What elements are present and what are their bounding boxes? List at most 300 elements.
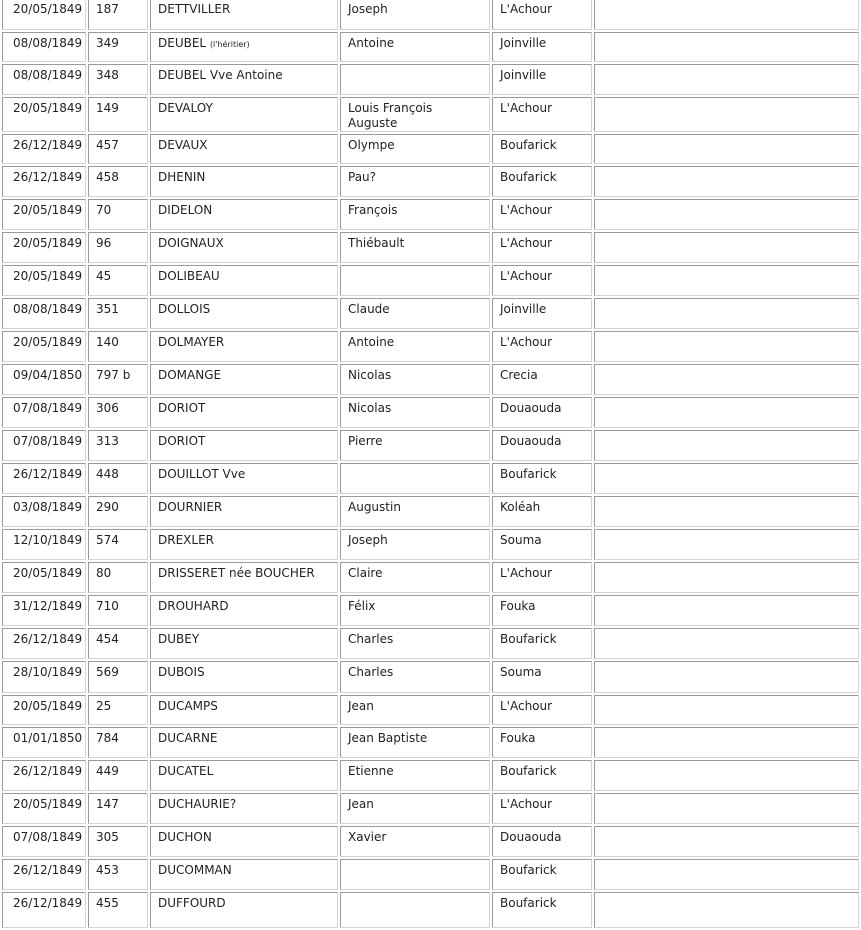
cell-number [88,628,148,659]
cell-date-text: 20/05/1849 [13,566,83,580]
cell-surname-text: DOUILLOT Vve [158,467,246,481]
cell-place [492,298,592,329]
cell-surname [150,695,338,725]
cell-date [2,331,86,362]
cell-surname-text: DOLIBEAU [158,269,220,283]
cell-note [594,32,859,62]
cell-date [2,859,86,890]
cell-place [492,892,592,928]
cell-place-text: Souma [500,665,542,679]
cell-surname [150,793,338,824]
table-row [2,463,859,494]
table-row [2,199,859,230]
cell-firstname [340,562,490,593]
table-row [2,166,859,197]
cell-date [2,826,86,857]
cell-firstname [340,265,490,296]
cell-number-text: 710 [96,599,119,613]
cell-date [2,727,86,758]
cell-date [2,0,86,30]
cell-surname [150,859,338,890]
cell-surname-text: DOLMAYER [158,335,225,349]
cell-place-text: Joinville [500,302,547,316]
cell-surname [150,727,338,758]
cell-number [88,529,148,560]
cell-number [88,397,148,428]
cell-date-text: 31/12/1849 [13,599,83,613]
cell-firstname [340,695,490,725]
cell-firstname [340,826,490,857]
cell-date [2,134,86,164]
cell-date [2,430,86,461]
cell-firstname [340,199,490,230]
cell-date [2,595,86,626]
cell-firstname-text: Augustin [348,500,401,514]
cell-date-text: 26/12/1849 [13,764,83,778]
cell-surname [150,97,338,132]
cell-surname [150,496,338,527]
cell-number [88,661,148,693]
cell-place-text: Boufarick [500,170,557,184]
cell-date [2,364,86,395]
cell-date [2,760,86,791]
cell-note [594,562,859,593]
cell-number [88,793,148,824]
cell-number-text: 453 [96,863,119,877]
cell-place [492,32,592,62]
cell-firstname [340,0,490,30]
cell-date-text: 26/12/1849 [13,632,83,646]
cell-firstname-text: Charles [348,665,394,679]
table-row [2,397,859,428]
cell-place [492,496,592,527]
cell-place-text: Douaouda [500,434,562,448]
cell-place [492,793,592,824]
cell-surname [150,134,338,164]
cell-firstname-text: Thiébault [348,236,405,250]
cell-number-text: 96 [96,236,112,250]
cell-place [492,199,592,230]
cell-place-text: Souma [500,533,542,547]
cell-place [492,760,592,791]
cell-number-text: 80 [96,566,112,580]
cell-firstname-text: Charles [348,632,394,646]
cell-surname [150,397,338,428]
table-row [2,859,859,890]
cell-date-text: 20/05/1849 [13,699,83,713]
cell-number-text: 455 [96,896,119,910]
cell-date [2,32,86,62]
cell-firstname-text: Jean [348,797,374,811]
cell-number-text: 305 [96,830,119,844]
cell-number [88,166,148,197]
table-row [2,97,859,132]
cell-firstname-text: Claude [348,302,390,316]
cell-date-text: 26/12/1849 [13,467,83,481]
cell-date [2,463,86,494]
cell-place [492,463,592,494]
table-row [2,695,859,725]
cell-place-text: Joinville [500,36,547,50]
table-row [2,331,859,362]
cell-date-text: 08/08/1849 [13,302,83,316]
cell-surname [150,64,338,95]
cell-date-text: 20/05/1849 [13,797,83,811]
cell-date-text: 20/05/1849 [13,236,83,250]
cell-firstname-text: Joseph [348,533,388,547]
cell-place-text: Boufarick [500,896,557,910]
table-row [2,529,859,560]
cell-place-text: L'Achour [500,335,553,349]
cell-date [2,97,86,132]
cell-number-text: 458 [96,170,119,184]
cell-surname-text: DOIGNAUX [158,236,224,250]
cell-surname-text: DEVALOY [158,101,213,115]
cell-place-text: L'Achour [500,203,553,217]
cell-firstname [340,595,490,626]
cell-place-text: Joinville [500,68,547,82]
cell-surname [150,430,338,461]
cell-note [594,397,859,428]
cell-surname-text: DOMANGE [158,368,222,382]
cell-place [492,529,592,560]
cell-date [2,793,86,824]
cell-firstname [340,859,490,890]
cell-number [88,727,148,758]
cell-place-text: Boufarick [500,138,557,152]
cell-surname-text: DEUBEL [158,36,207,50]
cell-place [492,265,592,296]
cell-surname [150,760,338,791]
cell-place [492,64,592,95]
cell-place-text: L'Achour [500,269,553,283]
cell-surname [150,562,338,593]
cell-number [88,364,148,395]
cell-date-text: 26/12/1849 [13,138,83,152]
cell-surname [150,529,338,560]
cell-surname [150,364,338,395]
table-row [2,496,859,527]
table-row [2,32,859,62]
cell-place [492,595,592,626]
cell-place-text: Crecia [500,368,538,382]
cell-number [88,265,148,296]
cell-firstname [340,32,490,62]
cell-date [2,232,86,263]
cell-surname [150,166,338,197]
cell-note [594,64,859,95]
cell-surname [150,595,338,626]
cell-surname-text: DUBOIS [158,665,205,679]
cell-firstname-text: Joseph [348,2,388,16]
cell-surname [150,463,338,494]
cell-surname-text: DREXLER [158,533,214,547]
cell-surname [150,331,338,362]
cell-place [492,0,592,30]
cell-place [492,166,592,197]
cell-place-text: Boufarick [500,764,557,778]
cell-date-text: 20/05/1849 [13,101,83,115]
cell-date-text: 08/08/1849 [13,36,83,50]
cell-place [492,859,592,890]
cell-surname-text: DETTVILLER [158,2,231,16]
cell-note [594,232,859,263]
cell-place-text: Boufarick [500,863,557,877]
cell-place-text: Boufarick [500,467,557,481]
cell-number-text: 457 [96,138,119,152]
cell-surname-text: DUCHON [158,830,212,844]
cell-place-text: L'Achour [500,236,553,250]
cell-number-text: 449 [96,764,119,778]
cell-place [492,695,592,725]
cell-note [594,97,859,132]
cell-number-text: 70 [96,203,112,217]
cell-date-text: 26/12/1849 [13,863,83,877]
cell-surname [150,199,338,230]
cell-number-text: 349 [96,36,119,50]
cell-firstname [340,529,490,560]
cell-firstname-text: Antoine [348,36,395,50]
cell-firstname-text: Antoine [348,335,395,349]
cell-number [88,859,148,890]
cell-note [594,166,859,197]
cell-firstname [340,463,490,494]
cell-firstname [340,134,490,164]
cell-note [594,134,859,164]
cell-surname-text: DUBEY [158,632,200,646]
cell-date-text: 20/05/1849 [13,335,83,349]
cell-firstname [340,727,490,758]
cell-place [492,562,592,593]
cell-date [2,397,86,428]
table-row [2,64,859,95]
cell-note [594,595,859,626]
cell-date [2,628,86,659]
cell-surname [150,0,338,30]
cell-date [2,562,86,593]
cell-note [594,661,859,693]
cell-surname-text: DUCARNE [158,731,218,745]
cell-surname [150,32,338,62]
cell-firstname-text: Louis François Auguste [348,101,433,130]
cell-date [2,529,86,560]
cell-note [594,826,859,857]
cell-firstname-text: Jean [348,699,374,713]
cell-number [88,595,148,626]
table-row [2,562,859,593]
cell-surname-text: DORIOT [158,401,206,415]
cell-firstname-text: Félix [348,599,376,613]
cell-firstname-text: Jean Baptiste [348,731,428,745]
cell-date-text: 08/08/1849 [13,68,83,82]
cell-date [2,199,86,230]
cell-surname [150,628,338,659]
cell-surname-text: DROUHARD [158,599,229,613]
table-row [2,727,859,758]
cell-number-text: 784 [96,731,119,745]
cell-number [88,298,148,329]
cell-place [492,727,592,758]
cell-number [88,331,148,362]
cell-firstname-text: Pierre [348,434,383,448]
cell-place [492,430,592,461]
cell-place-text: Douaouda [500,401,562,415]
cell-surname [150,265,338,296]
cell-firstname-text: Etienne [348,764,394,778]
cell-place [492,134,592,164]
cell-surname-text: DOLLOIS [158,302,211,316]
cell-surname-text: DUCAMPS [158,699,218,713]
cell-note [594,859,859,890]
cell-number [88,562,148,593]
cell-date [2,661,86,693]
table-row [2,661,859,693]
cell-surname-note: (l'héritier) [209,40,250,49]
table-row [2,793,859,824]
cell-number-text: 313 [96,434,119,448]
table-row [2,628,859,659]
cell-number-text: 187 [96,2,119,16]
cell-number [88,232,148,263]
cell-date [2,64,86,95]
cell-place-text: Douaouda [500,830,562,844]
cell-place-text: L'Achour [500,566,553,580]
cell-note [594,793,859,824]
cell-number [88,134,148,164]
cell-place [492,364,592,395]
cell-note [594,727,859,758]
cell-surname-text: DRISSERET née BOUCHER [158,566,315,580]
cell-date-text: 26/12/1849 [13,170,83,184]
cell-date-text: 20/05/1849 [13,203,83,217]
cell-firstname [340,64,490,95]
cell-place [492,661,592,693]
cell-firstname [340,232,490,263]
cell-surname-text: DEVAUX [158,138,208,152]
cell-firstname [340,892,490,928]
cell-date-text: 12/10/1849 [13,533,83,547]
cell-surname-text: DEUBEL Vve Antoine [158,68,283,82]
cell-surname-text: DOURNIER [158,500,223,514]
cell-number [88,695,148,725]
table-row [2,760,859,791]
cell-place-text: Fouka [500,599,536,613]
cell-date [2,892,86,928]
cell-place [492,826,592,857]
cell-number [88,496,148,527]
cell-note [594,496,859,527]
cell-note [594,298,859,329]
cell-surname [150,232,338,263]
cell-number [88,97,148,132]
cell-surname-text: DUCOMMAN [158,863,232,877]
table-row [2,892,859,928]
cell-place-text: Boufarick [500,632,557,646]
cell-firstname [340,661,490,693]
cell-note [594,364,859,395]
table-row [2,0,859,30]
register-body [2,0,859,928]
cell-date-text: 20/05/1849 [13,2,83,16]
table-row [2,826,859,857]
cell-note [594,331,859,362]
table-row [2,232,859,263]
cell-firstname-text: François [348,203,398,217]
cell-date [2,695,86,725]
cell-firstname-text: Nicolas [348,401,392,415]
cell-place [492,628,592,659]
cell-place-text: Fouka [500,731,536,745]
cell-surname [150,892,338,928]
cell-number [88,826,148,857]
cell-firstname [340,628,490,659]
cell-note [594,463,859,494]
cell-place-text: L'Achour [500,2,553,16]
cell-note [594,628,859,659]
cell-number [88,892,148,928]
cell-number [88,463,148,494]
table-row [2,595,859,626]
cell-firstname [340,331,490,362]
cell-number [88,430,148,461]
cell-surname [150,826,338,857]
cell-place [492,331,592,362]
cell-number-text: 351 [96,302,119,316]
cell-firstname-text: Olympe [348,138,395,152]
cell-number-text: 348 [96,68,119,82]
cell-date-text: 07/08/1849 [13,434,83,448]
cell-surname-text: DIDELON [158,203,213,217]
table-row [2,430,859,461]
cell-note [594,760,859,791]
cell-firstname [340,166,490,197]
cell-number [88,64,148,95]
cell-number-text: 448 [96,467,119,481]
cell-date-text: 26/12/1849 [13,896,83,910]
cell-number [88,32,148,62]
cell-number-text: 797 b [96,368,131,382]
cell-number [88,760,148,791]
cell-number [88,0,148,30]
cell-note [594,0,859,30]
cell-number-text: 454 [96,632,119,646]
cell-firstname-text: Nicolas [348,368,392,382]
cell-date-text: 03/08/1849 [13,500,83,514]
cell-firstname [340,430,490,461]
cell-date [2,496,86,527]
cell-number-text: 574 [96,533,119,547]
cell-surname [150,298,338,329]
cell-firstname-text: Xavier [348,830,387,844]
table-row [2,298,859,329]
cell-surname [150,661,338,693]
cell-note [594,265,859,296]
cell-date-text: 28/10/1849 [13,665,83,679]
cell-surname-text: DUCATEL [158,764,214,778]
cell-firstname-text: Pau? [348,170,377,184]
cell-firstname [340,397,490,428]
cell-place [492,232,592,263]
table-row [2,134,859,164]
cell-firstname [340,97,490,132]
cell-firstname [340,760,490,791]
cell-number-text: 140 [96,335,119,349]
cell-note [594,529,859,560]
cell-date [2,298,86,329]
cell-note [594,199,859,230]
cell-place-text: L'Achour [500,797,553,811]
cell-place [492,397,592,428]
